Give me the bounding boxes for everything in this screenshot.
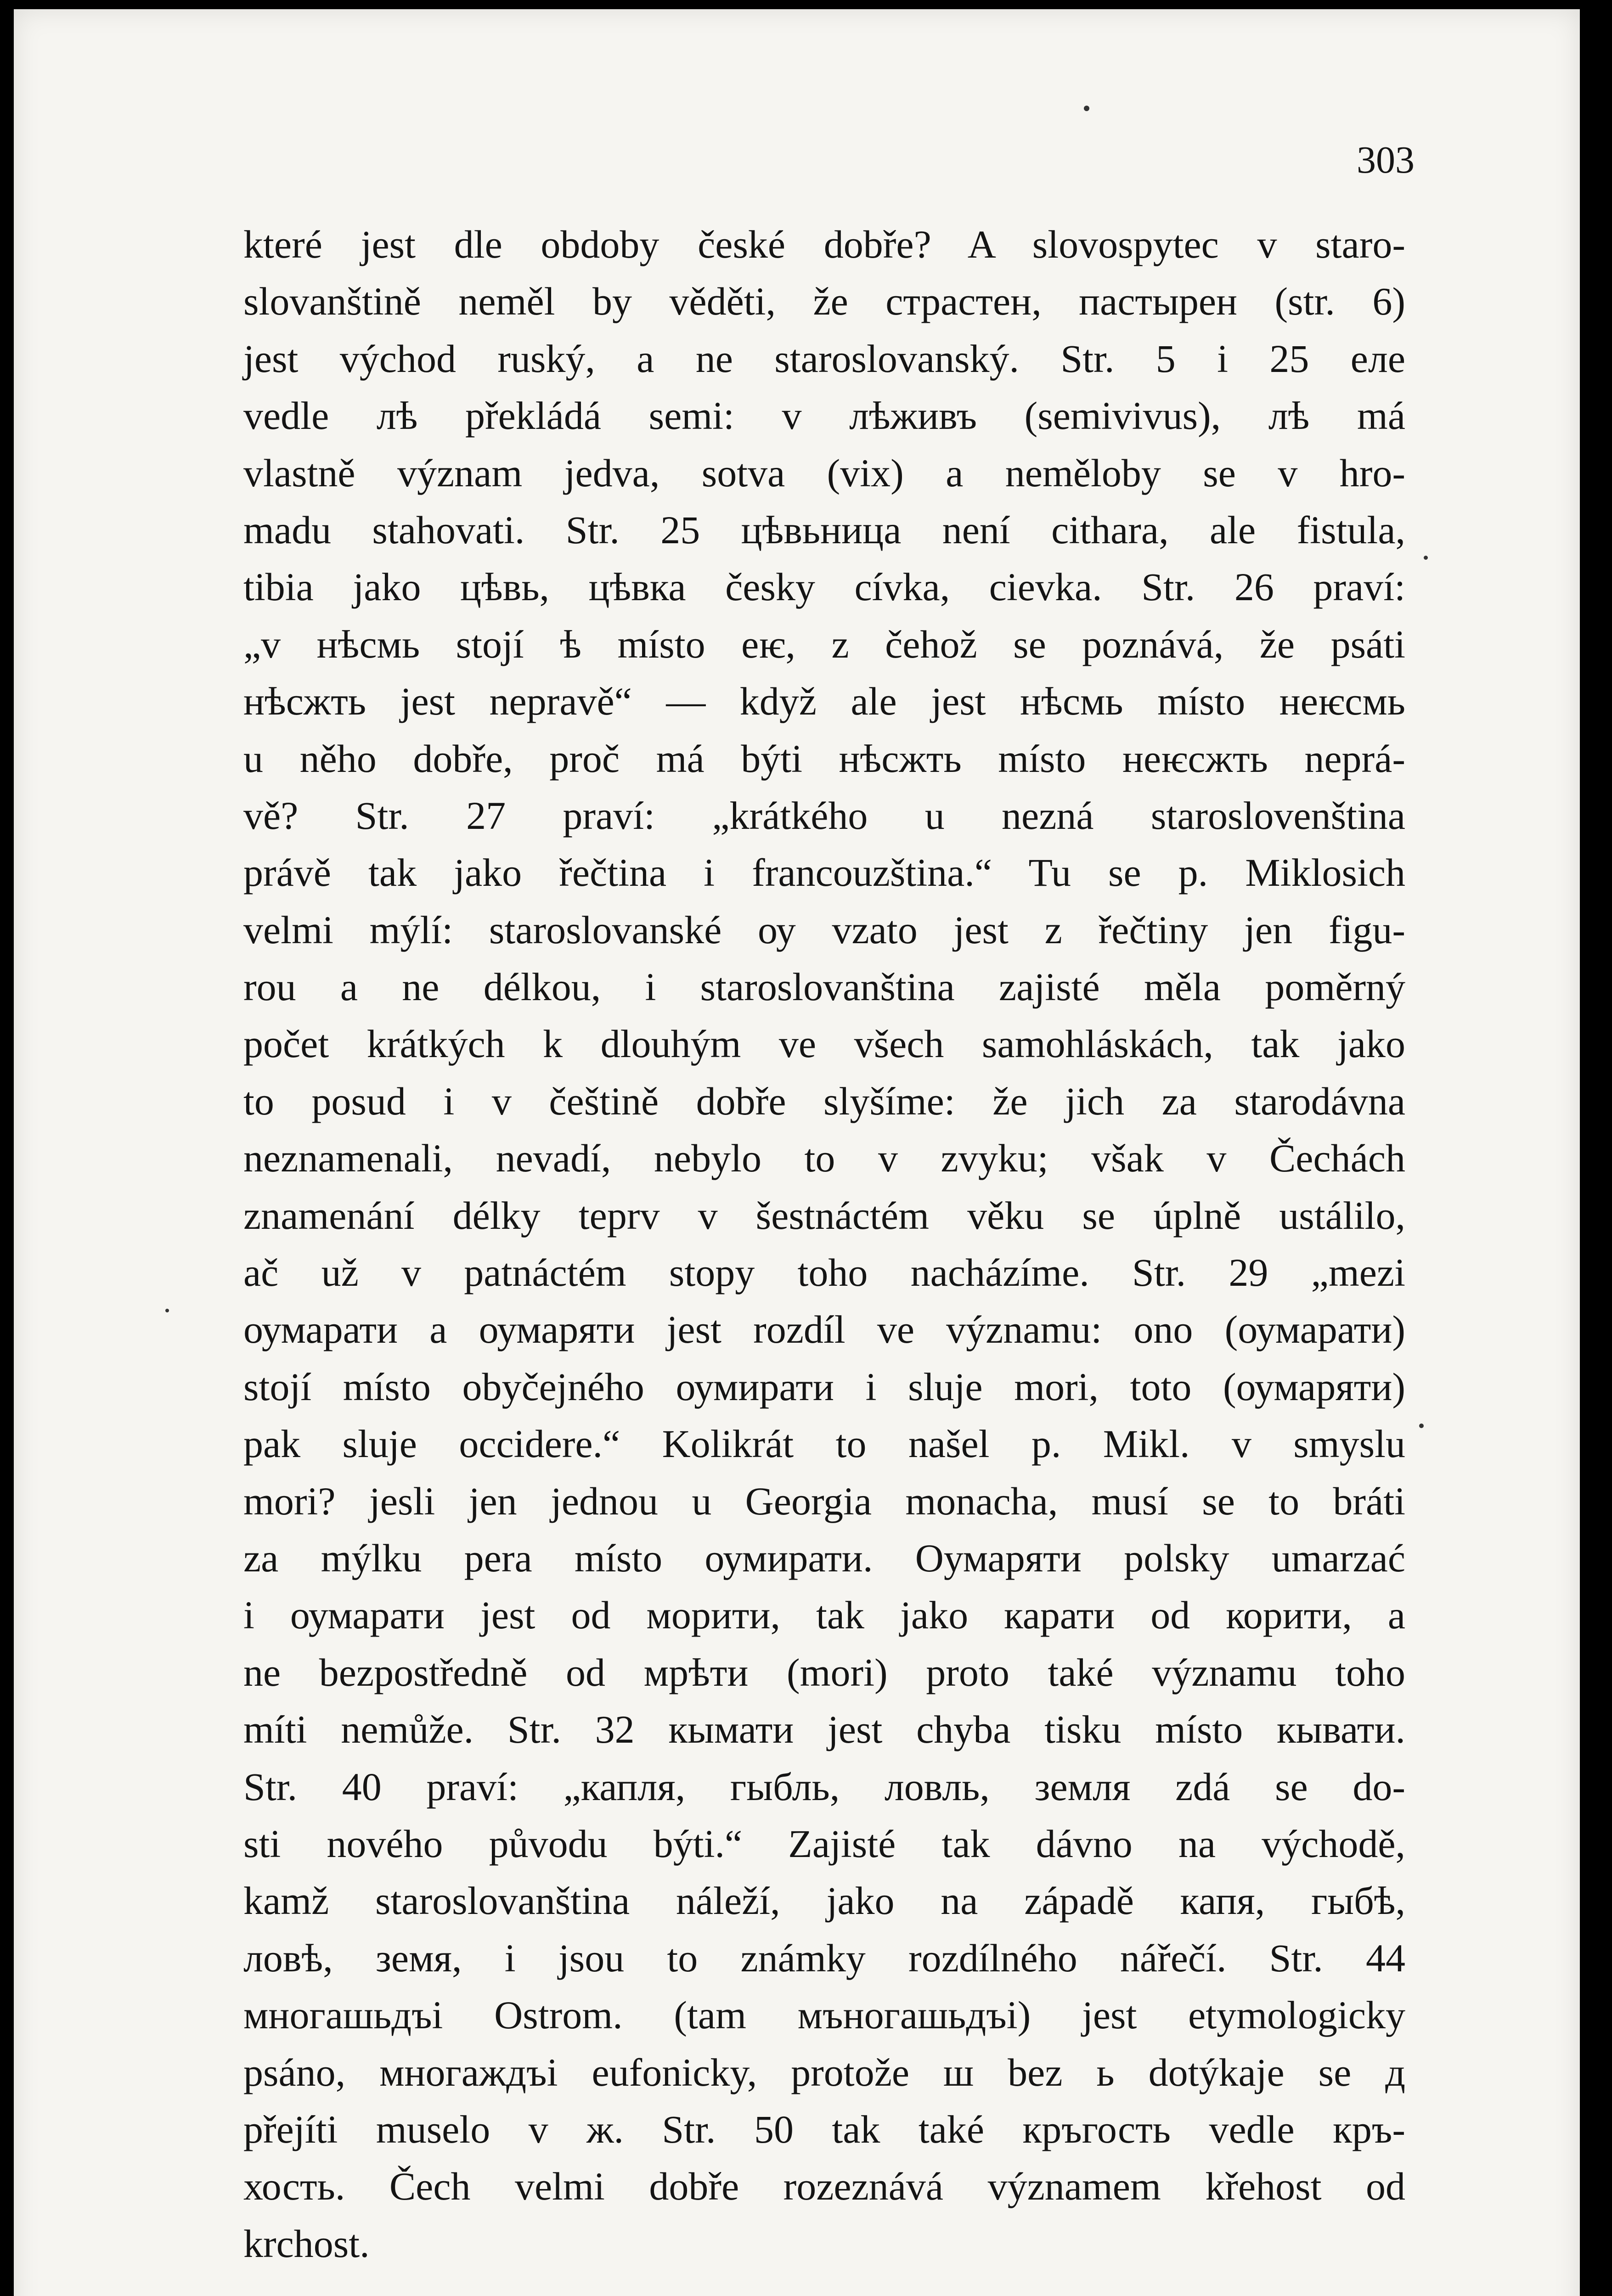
text-line: rou a ne délkou, i staroslovanština zajisté měla poměrný (243, 965, 1405, 1009)
dust-speck (1424, 556, 1428, 560)
text-line: нѣсжть jest nepravě“ — když ale jest нѣсмь místo неѥсмь (243, 679, 1405, 724)
text-line: sti nového původu býti.“ Zajisté tak dávno na východě, (243, 1821, 1405, 1866)
text-line: vedle лѣ překládá semi: v лѣживъ (semivivus), лѣ má (243, 394, 1405, 438)
dust-speck (165, 1309, 169, 1312)
text-line: kamž staroslovanština náleží, jako na západě капя, гыбѣ, (243, 1879, 1405, 1923)
text-line: krchost. (243, 2221, 370, 2266)
text-line: znamenání délky teprv v šestnáctém věku se úplně ustálilo, (243, 1193, 1405, 1238)
text-line: vě? Str. 27 praví: „krátkého u nezná staroslovenština (243, 793, 1405, 838)
text-line: хость. Čech velmi dobře rozeznává významem křehost od (243, 2164, 1405, 2209)
text-line: pak sluje occidere.“ Kolikrát to našel p. Mikl. v smyslu (243, 1422, 1405, 1466)
text-line: psáno, многаждъі eufonicky, protože ш bez ь dotýkaje se д (243, 2050, 1405, 2094)
text-line: to posud i v češtině dobře slyšíme: že jich za starodávna (243, 1079, 1405, 1123)
text-line: madu stahovati. Str. 25 цѣвьница není cithara, ale fistula, (243, 507, 1405, 552)
page-number: 303 (1357, 139, 1415, 181)
text-line: ловѣ, земя, i jsou to známky rozdílného nářečí. Str. 44 (243, 1936, 1405, 1980)
text-line: stojí místo obyčejného оумирати i sluje mori, toto (оумаряти) (243, 1364, 1405, 1409)
text-line: mori? jesli jen jednou u Georgia monacha, musí se to bráti (243, 1479, 1405, 1523)
text-line: „v нѣсмь stojí ѣ místo еѥ, z čehož se poznává, že psáti (243, 622, 1405, 666)
text-line: tibia jako цѣвь, цѣвка česky cívka, cievka. Str. 26 praví: (243, 565, 1405, 609)
text-line: u něho dobře, proč má býti нѣсжть místo неѥсжть neprá- (243, 736, 1405, 781)
text-line: neznamenali, nevadí, nebylo to v zvyku; však v Čechách (243, 1136, 1405, 1181)
text-line: počet krátkých k dlouhým ve všech samohláskách, tak jako (243, 1022, 1405, 1066)
text-line: právě tak jako řečtina i francouzština.“ Tu se p. Miklosich (243, 850, 1405, 895)
text-line: za mýlku pera místo оумирати. Оумаряти polsky umarzać (243, 1536, 1405, 1580)
text-line: jest východ ruský, a ne staroslovanský. Str. 5 i 25 еле (243, 336, 1405, 381)
text-line: многашьдъі Ostrom. (tam мъногашьдъі) jest etymologicky (243, 1993, 1405, 2037)
text-line: míti nemůže. Str. 32 кымати jest chyba tisku místo кывати. (243, 1707, 1405, 1752)
dust-speck (1084, 106, 1089, 111)
text-line: které jest dle obdoby české dobře? A slovospytec v staro- (243, 222, 1405, 266)
body-text (243, 216, 1405, 2272)
text-line: i оумарати jest od морити, tak jako карати od корити, a (243, 1593, 1405, 1638)
text-line: ač už v patnáctém stopy toho nacházíme. Str. 29 „mezi (243, 1250, 1405, 1295)
text-line: velmi mýlí: staroslovanské оу vzato jest z řečtiny jen figu- (243, 907, 1405, 952)
text-line: оумарати a оумаряти jest rozdíl ve významu: ono (оумарати) (243, 1307, 1405, 1352)
text-line: slovanštině neměl by věděti, že страстен, пастырен (str. 6) (243, 279, 1405, 324)
scan-border (1580, 0, 1612, 2296)
text-line: přejíti muselo v ж. Str. 50 tak také кръгость vedle кръ- (243, 2107, 1405, 2151)
text-line: Str. 40 praví: „капля, гыбль, ловль, земля zdá se do- (243, 1764, 1405, 1809)
text-line: ne bezpostředně od мрѣти (mori) proto také významu toho (243, 1650, 1405, 1694)
text-line: vlastně význam jedva, sotva (vix) a neměloby se v hro- (243, 450, 1405, 495)
dust-speck (1419, 1424, 1424, 1428)
